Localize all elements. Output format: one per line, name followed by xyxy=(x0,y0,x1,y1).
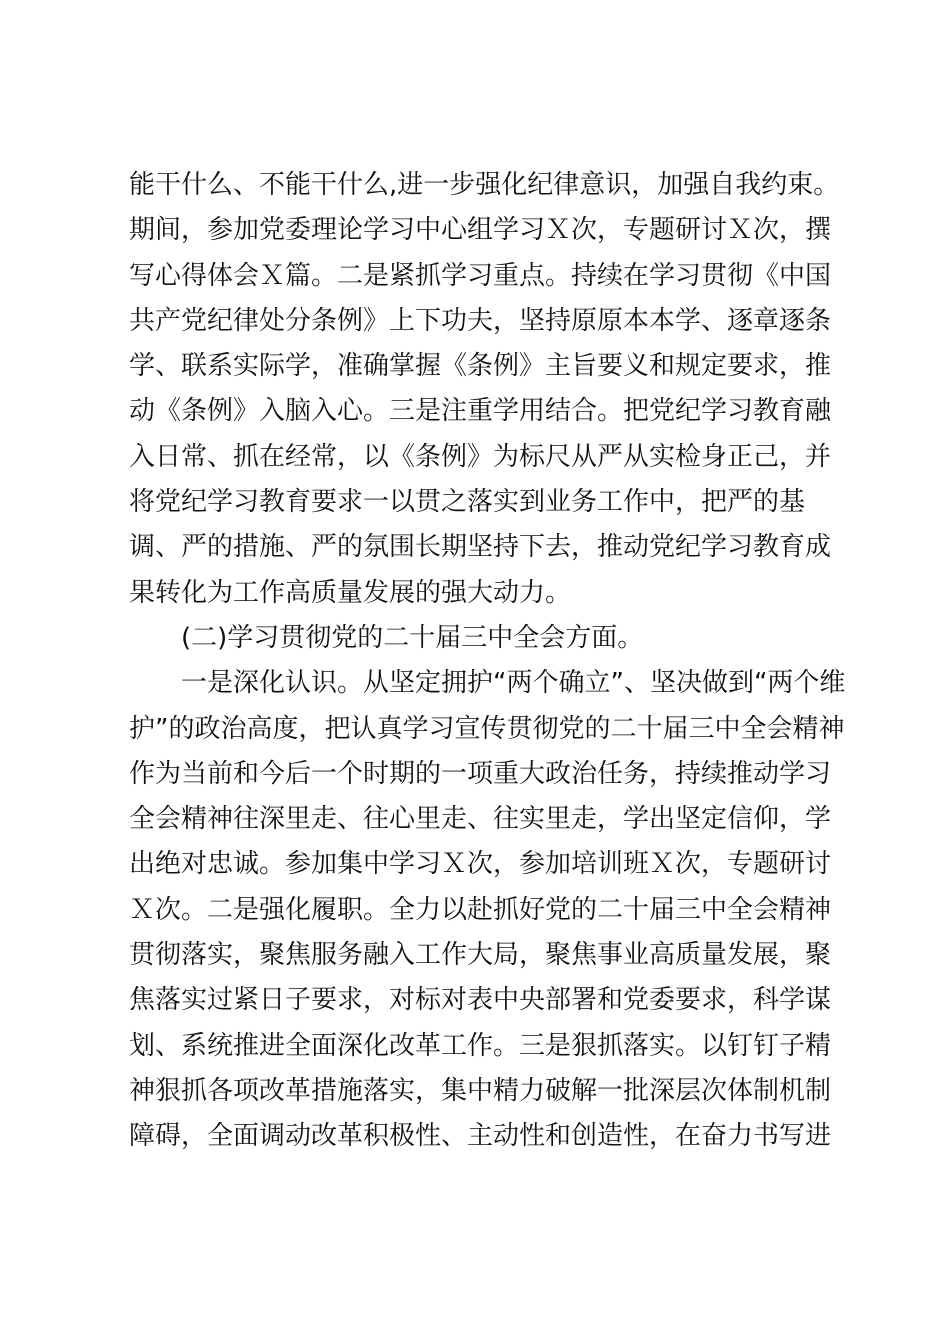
text-line: 共产党纪律处分条例》上下功夫，坚持原原本本学、逐章逐条 xyxy=(129,305,832,336)
text-line: 护”的政治高度，把认真学习宣传贯彻党的二十届三中全会精神 xyxy=(129,713,845,744)
text-line: 入日常、抓在经常，以《条例》为标尺从严从实检身正己，并 xyxy=(129,441,832,472)
text-line: 焦落实过紧日子要求，对标对表中央部署和党委要求，科学谋 xyxy=(129,985,832,1016)
body-text xyxy=(129,163,846,1160)
text-line: 作为当前和今后一个时期的一项重大政治任务，持续推动学习 xyxy=(129,758,832,789)
text-line: 写心得体会Ｘ篇。二是紧抓学习重点。持续在学习贯彻《中国 xyxy=(129,260,832,291)
text-line: 果转化为工作高质量发展的强大动力。 xyxy=(129,577,572,608)
text-line: Ｘ次。二是强化履职。全力以赴抓好党的二十届三中全会精神 xyxy=(129,894,832,925)
text-line: 调、严的措施、严的氛围长期坚持下去，推动党纪学习教育成 xyxy=(129,532,832,563)
text-line: 将党纪学习教育要求一以贯之落实到业务工作中，把严的基 xyxy=(129,487,806,518)
text-line: 全会精神往深里走、往心里走、往实里走，学出坚定信仰，学 xyxy=(129,804,832,835)
text-line: 能干什么、不能干什么,进一步强化纪律意识，加强自我约束。 xyxy=(129,170,840,200)
text-line: 障碍，全面调动改革积极性、主动性和创造性，在奋力书写进 xyxy=(129,1121,832,1152)
text-line: 出绝对忠诚。参加集中学习Ｘ次，参加培训班Ｘ次，专题研讨 xyxy=(129,849,832,880)
text-line: 动《条例》入脑入心。三是注重学用结合。把党纪学习教育融 xyxy=(129,396,832,427)
text-line: 期间，参加党委理论学习中心组学习Ｘ次，专题研讨Ｘ次，撰 xyxy=(129,215,832,246)
section-heading: (二)学习贯彻党的二十届三中全会方面。 xyxy=(181,622,644,653)
text-line: 一是深化认识。从坚定拥护“两个确立”、坚决做到“两个维 xyxy=(181,668,846,699)
text-line: 神狠抓各项改革措施落实，集中精力破解一批深层次体制机制 xyxy=(129,1075,832,1106)
text-line: 贯彻落实，聚焦服务融入工作大局，聚焦事业高质量发展，聚 xyxy=(129,940,832,971)
text-line: 划、系统推进全面深化改革工作。三是狠抓落实。以钉钉子精 xyxy=(129,1030,832,1061)
text-line: 学、联系实际学，准确掌握《条例》主旨要义和规定要求，推 xyxy=(129,351,832,382)
